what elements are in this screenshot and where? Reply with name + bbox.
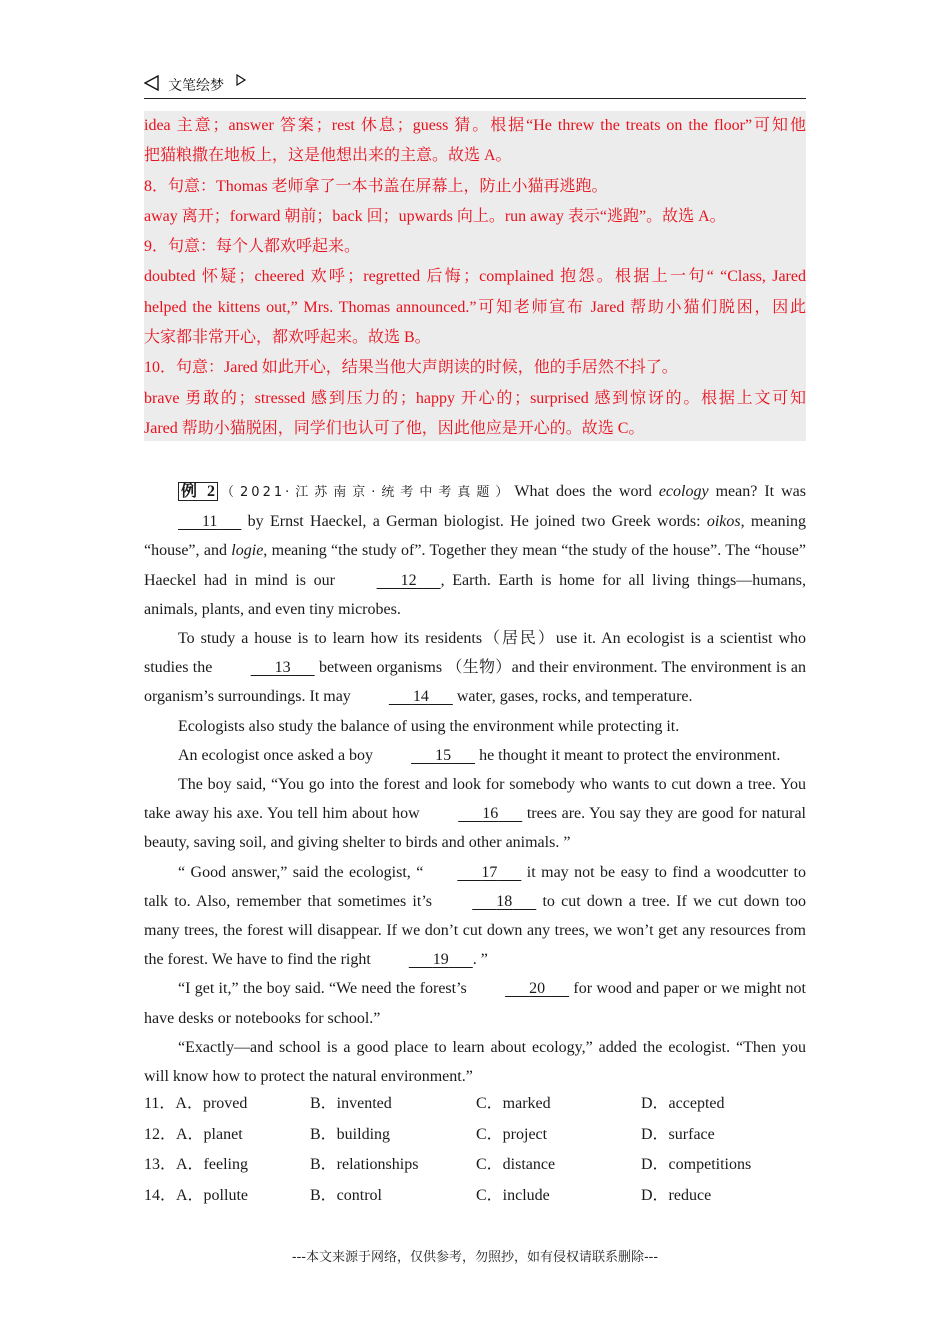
answer-line: brave 勇敢的；stressed 感到压力的；happy 开心的；surprised 感到惊讶的。根据上文可知 <box>144 389 806 407</box>
blank-13: 13 <box>274 659 291 677</box>
option-c: C．include <box>476 1186 550 1204</box>
answer-line: 把猫粮撒在地板上，这是他想出来的主意。故选 A。 <box>144 147 512 165</box>
option-row <box>144 1089 806 1120</box>
option-a: 12．A．planet <box>144 1125 243 1143</box>
passage-term: oikos <box>706 513 741 531</box>
passage-paragraph <box>144 477 806 624</box>
passage-text: between organisms （生物）and their environment. The environment is an organism’s surroundings. It may <box>144 659 806 706</box>
passage-paragraph: Ecologists also study the balance of using the environment while protecting it. <box>178 717 680 735</box>
option-a: 11．A．proved <box>144 1095 248 1112</box>
passage-text: he thought it meant to protect the environment. <box>475 746 781 764</box>
passage-text: trees are. You say they are good for natural beauty, saving soil, and giving shelter to birds and other animals. ” <box>144 805 807 852</box>
answer-line: idea 主意；answer 答案；rest 休息；guess 猜。根据“He threw the treats on the floor”可知他 <box>144 117 806 134</box>
answer-line: 9．句意：每个人都欢呼起来。 <box>144 238 361 256</box>
blank-14: 14 <box>412 688 429 706</box>
option-b: B．relationships <box>310 1156 419 1173</box>
option-b: B．invented <box>310 1095 392 1112</box>
passage-text: , Earth. Earth is home for all living things—humans, animals, plants, and even tiny microbes. <box>144 571 807 618</box>
blank-18: 18 <box>496 892 513 910</box>
option-row <box>144 1181 806 1212</box>
passage-text: it may not be easy to find a woodcutter to talk to. Also, remember that sometimes it’s <box>144 863 806 910</box>
page-header <box>144 72 806 99</box>
passage-paragraph <box>144 858 806 975</box>
answer-line: doubted 怀疑；cheered 欢呼；regretted 后悔；complained 抱怨。根据上一句“ “Class, Jared <box>144 268 806 286</box>
answer-line: away 离开；forward 朝前；back 回；upwards 向上。run away 表示“逃跑”。故选 A。 <box>144 207 726 225</box>
passage-text: by Ernst Haeckel, a German biologist. He joined two Greek words: <box>241 513 707 531</box>
passage-term: logie <box>231 542 264 560</box>
passage-text: to cut down a tree. If we cut down too many trees, the forest will disappear. If we don’t cut down any trees, we won’t get any resources from the forest. We have to find the right <box>144 892 807 969</box>
option-d: D．competitions <box>641 1156 752 1173</box>
option-b: B．building <box>310 1125 391 1143</box>
passage-text: “ Good answer,” said the ecologist, “ <box>178 863 424 881</box>
option-d: D．surface <box>641 1125 715 1143</box>
blank-19: 19 <box>432 951 449 969</box>
triangle-left-icon <box>144 75 160 91</box>
blank-16: 16 <box>482 805 499 823</box>
passage-text: What does the word <box>514 483 659 500</box>
passage-paragraph: “Exactly—and school is a good place to learn about ecology,” added the ecologist. “Then you will know how to protect the natural environment.” <box>144 1038 806 1086</box>
answer-line: Jared 帮助小猫脱困，同学们也认可了他，因此他应是开心的。故选 C。 <box>144 419 645 437</box>
blank-11: 11 <box>202 513 218 531</box>
passage-text: “I get it,” the boy said. “We need the forest’s <box>178 980 472 998</box>
passage-paragraph <box>144 741 806 770</box>
passage-text: , meaning “the study of”. Together they mean “the study of the house”. The “house” Haeckel had in mind is our <box>144 542 807 589</box>
option-c: C．project <box>476 1125 548 1143</box>
blank-20: 20 <box>529 980 546 998</box>
option-c: C．marked <box>476 1095 551 1112</box>
answer-line: 10．句意：Jared 如此开心，结果当他大声朗读的时候，他的手居然不抖了。 <box>144 359 678 377</box>
passage-text: . ” <box>472 951 488 969</box>
answer-line: helped the kittens out,” Mrs. Thomas announced.”可知老师宣布 Jared 帮助小猫们脱困，因此 <box>144 298 806 316</box>
triangle-right-icon <box>236 74 246 86</box>
page-footer: ---本文来源于网络，仅供参考，勿照抄，如有侵权请联系删除--- <box>291 1250 659 1265</box>
option-row <box>144 1150 806 1181</box>
passage-paragraph <box>144 770 806 858</box>
passage-text: for wood and paper or we might not have desks or notebooks for school.” <box>144 980 807 1027</box>
header-brand: 文笔绘梦 <box>168 78 224 94</box>
passage-text: An ecologist once asked a boy <box>178 746 378 764</box>
answer-explanations <box>144 111 806 441</box>
passage-text: mean? It was <box>708 483 806 500</box>
passage-text: water, gases, rocks, and temperature. <box>452 688 693 706</box>
passage-text: To study a house is to learn how its residents（居民）use it. An ecologist is a scientist who studies the <box>144 630 806 677</box>
question-source: （2021·江苏南京·统考中考真题） <box>218 485 515 500</box>
cloze-passage <box>144 477 806 1091</box>
answer-line: 大家都非常开心，都欢呼起来。故选 B。 <box>144 329 431 347</box>
option-d: D．accepted <box>641 1095 725 1112</box>
option-d: D．reduce <box>641 1186 712 1204</box>
passage-paragraph <box>144 974 806 1032</box>
option-b: B．control <box>310 1186 382 1204</box>
blank-17: 17 <box>481 863 498 881</box>
passage-text: The boy said, “You go into the forest and look for somebody who wants to cut down a tree. You take away his axe. You tell him about how <box>144 776 806 823</box>
passage-text: , meaning “house”, and <box>144 513 807 560</box>
answer-options <box>144 1089 806 1211</box>
option-a: 13．A．feeling <box>144 1156 248 1173</box>
option-row <box>144 1120 806 1151</box>
passage-term: ecology <box>658 483 709 500</box>
option-a: 14．A．pollute <box>144 1186 248 1204</box>
option-c: C．distance <box>476 1156 556 1173</box>
passage-paragraph <box>144 624 806 712</box>
blank-15: 15 <box>435 746 452 764</box>
example-tag: 例 2 <box>178 482 218 501</box>
answer-line: 8．句意：Thomas 老师拿了一本书盖在屏幕上，防止小猫再逃跑。 <box>144 177 608 195</box>
blank-12: 12 <box>400 571 417 589</box>
